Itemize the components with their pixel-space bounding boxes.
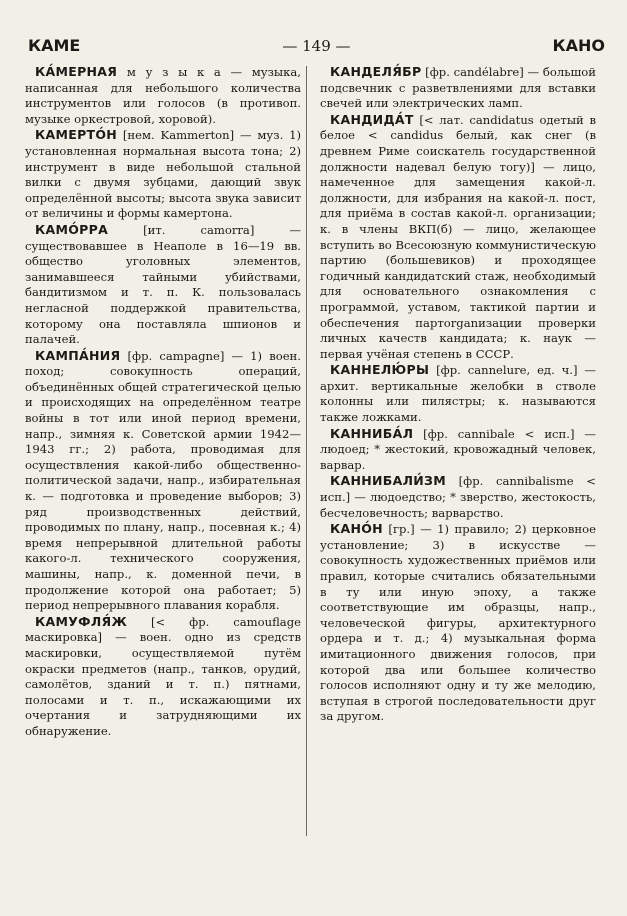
entry-definition: — людоедство; * зверство, жестокость, бесчеловечность; варварство.: [320, 490, 596, 520]
entry-definition: — 1) воен. поход; совокупность операций, объединённых общей стратегической целью и происходящих на определённом театре войны в тот или иной период времени, напр., зимняя к. Советской армии 1942—1943 гг.; 2) работа, проводимая для осуществления какой-либо общественно-политической задачи, напр., избирательная к. — подготовка и проведение выборов; 3) ряд производственных действий, проводимых по плану, напр., посевная к.; 4) время непрерывной длительной работы какого-л. технического сооружения, машины, напр., к. доменной печи, в продолжение которой она работает; 5) период непрерывного плавания корабля.: [25, 348, 301, 613]
entry-headword: КА́МЕРНАЯ: [35, 64, 118, 79]
entry-headword: КАНДИДА́Т: [330, 111, 414, 127]
entry-etymology: [ит. camorra]: [108, 222, 255, 237]
dictionary-entry: [320, 473, 596, 521]
header-left-guideword: КАМЕ: [28, 36, 81, 55]
entry-headword: КАМО́РРА: [35, 221, 109, 237]
entry-definition: — существовавшее в Неаполе в 16—19 вв. общество уголовных элементов, занимавшееся тайными убийствами, бандитизмом и т. п. К. пользовалась негласной поддержкой правительства, которому она поставляла шпионов и палачей.: [25, 222, 301, 347]
page-number: — 149 —: [282, 37, 351, 55]
entry-etymology: [фр. candélabre]: [421, 65, 524, 79]
dictionary-entry: [320, 362, 596, 425]
entry-headword: КАНДЕЛЯ́БР: [330, 64, 422, 79]
entry-definition: — архит. вертикальные желобки в стволе колонны или пилястры; к. называются также ложками.: [320, 363, 596, 425]
entry-headword: КАМПА́НИЯ: [35, 347, 121, 363]
entry-definition: 1) установленная нормальная высота тона; 2) инструмент в виде небольшой стальной вилки с двумя зубцами, дающий звук определённой высоты; высота звука зависит от величины и формы камертона.: [25, 128, 302, 221]
entry-etymology: [фр. cannibalisme < исп.]: [320, 474, 596, 505]
dictionary-entry: [25, 222, 301, 348]
dictionary-entry: [25, 64, 301, 127]
dictionary-entry: [320, 112, 596, 363]
column-divider: [306, 66, 307, 836]
entry-headword: КАННИБАЛИ́ЗМ: [330, 473, 446, 489]
running-header: [28, 36, 605, 58]
header-right-guideword: КАНО: [552, 36, 605, 55]
dictionary-entry: [320, 521, 596, 725]
entry-definition: — лицо, намеченное для замещения какой-л. должности, для избрания на какой-л. пост, для приёма в состав какой-л. организации; к. в члены ВКП(б) — лицо, желающее вступить во Всесоюзную коммунистическую партию (большевиков) и проходящее годичный кандидатский стаж, необходимый для основательного ознакомления с программой, уставом, тактикой партии и обеспечения партorganизации проверки личных качеств кандидата; к. наук — первая учёная степень в СССР.: [320, 159, 596, 361]
dictionary-entry: [320, 64, 596, 112]
entry-headword: КАННИБА́Л: [330, 425, 414, 441]
dictionary-entry: [25, 348, 301, 614]
entry-headword: КАМУФЛЯ́Ж: [35, 613, 128, 629]
entry-etymology: м у з ы к а: [117, 65, 221, 79]
entry-etymology: [нем. Kammerton] — муз.: [117, 128, 284, 143]
dictionary-entry: [25, 614, 301, 740]
dictionary-entry: [320, 426, 596, 474]
entry-definition: — воен. одно из средств маскировки, осуществляемой путём окраски предметов (напр., танков, орудий, самолётов, зданий и т. п.) пятнами, полосами и т. п., искажающими их очертания и затрудняющими их обнаружение.: [25, 630, 301, 738]
entry-etymology: [фр. cannelure, ед. ч.]: [429, 363, 578, 378]
entry-etymology: [< лат. candidatus одетый в белое < candidus белый, как снег (в древнем Риме соискатель государственной должности надевал белую тогу)]: [320, 112, 596, 174]
entry-definition: — большой подсвечник с разветвлениями для вставки свечей или электрических ламп.: [320, 65, 596, 111]
entry-headword: КАМЕРТО́Н: [35, 127, 118, 143]
entry-etymology: [< фр. camouflage маскировка]: [25, 614, 301, 645]
entry-etymology: [фр. campagne]: [120, 348, 225, 363]
entry-definition: — музыка, написанная для небольшого количества инструментов или голосов (в противоп. музыке оркестровой, хоровой).: [25, 65, 301, 126]
entry-etymology: [фр. cannibale < исп.]: [413, 426, 575, 441]
right-column: [320, 64, 596, 725]
entry-headword: КАННЕЛЮ́РЫ: [330, 362, 430, 378]
dictionary-entry: [25, 127, 301, 222]
entry-etymology: [гр.]: [382, 522, 415, 537]
entry-definition: — людоед; * жестокий, кровожадный человек, варвар.: [320, 426, 596, 472]
entry-definition: — 1) правило; 2) церковное установление; 3) в искусстве — совокупность художественных приёмов или правил, которые считались обязательными в ту или иную эпоху, а также соответствующие им образцы, напр., человеческой фигуры, архитектурного ордера и т. д.; 4) музыкальная форма имитационного движения голосов, при которой два или большее количество голосов исполняют одну и ту же мелодию, вступая в строгой последовательности друг за другом.: [320, 522, 596, 724]
entry-headword: КАНО́Н: [330, 521, 383, 537]
left-column: [25, 64, 301, 740]
